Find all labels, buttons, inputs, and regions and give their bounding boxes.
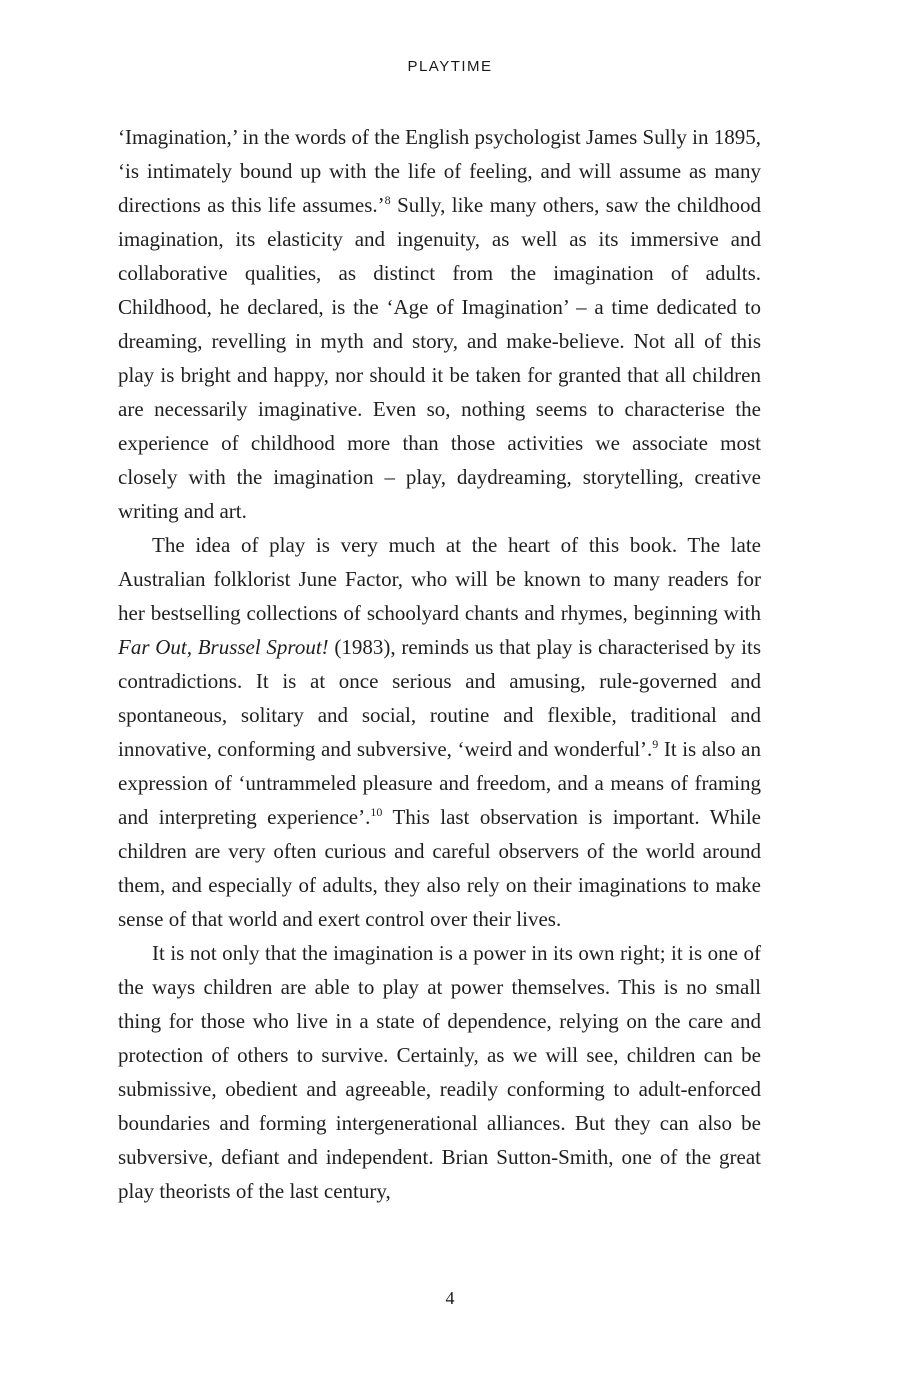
paragraph-text: The idea of play is very much at the heart of this book. The late Australian folklorist June Factor, who will be known to many readers for her bestselling collections of schoolyard chants and rhymes, beginning with [118, 533, 761, 625]
paragraph-1 [118, 120, 761, 528]
body-text [118, 120, 761, 1208]
paragraph-text: Sully, like many others, saw the childhood imagination, its elasticity and ingenuity, as well as its immersive and collaborative qualities, as distinct from the imagination of adults. Childhood, he declared, is the ‘Age of Imagination’ – a time dedicated to dreaming, revelling in myth and story, and make-believe. Not all of this play is bright and happy, nor should it be taken for granted that all children are necessarily imaginative. Even so, nothing seems to characterise the experience of childhood more than those activities we associate most closely with the imagination – play, daydreaming, storytelling, creative writing and art. [118, 193, 761, 523]
footnote-ref-8[interactable]: 8 [384, 193, 391, 207]
paragraph-2 [118, 528, 761, 936]
paragraph-text: It is not only that the imagination is a power in its own right; it is one of the ways children are able to play at power themselves. This is no small thing for those who live in a state of dependence, relying on the care and protection of others to survive. Certainly, as we will see, children can be submissive, obedient and agreeable, readily conforming to adult-enforced boundaries and forming intergenerational alliances. But they can also be subversive, defiant and independent. Brian Sutton-Smith, one of the great play theorists of the last century, [118, 941, 761, 1203]
footnote-ref-10[interactable]: 10 [370, 805, 383, 819]
running-head: PLAYTIME [407, 58, 493, 75]
paragraph-text: (1983), reminds us that play is characterised by its contradictions. It is at once serious and amusing, rule-governed and spontaneous, solitary and social, routine and flexible, traditional and innovative, conforming and subversive, ‘weird and wonderful’. [118, 635, 761, 761]
book-title: Far Out, Brussel Sprout! [118, 635, 329, 659]
paragraph-text: It is also an expression of ‘untrammeled pleasure and freedom, and a means of framing and interpreting experience’. [118, 737, 761, 829]
paragraph-text: This last observation is important. While children are very often curious and careful observers of the world around them, and especially of adults, they also rely on their imaginations to make sense of that world and exert control over their lives. [118, 805, 762, 931]
paragraph-3 [118, 936, 761, 1208]
paragraph-text: ‘Imagination,’ in the words of the English psychologist James Sully in 1895, ‘is intimately bound up with the life of feeling, and will assume as many directions as this life assumes.’ [118, 125, 761, 217]
footnote-ref-9[interactable]: 9 [652, 737, 659, 751]
page-number: 4 [445, 1288, 455, 1308]
